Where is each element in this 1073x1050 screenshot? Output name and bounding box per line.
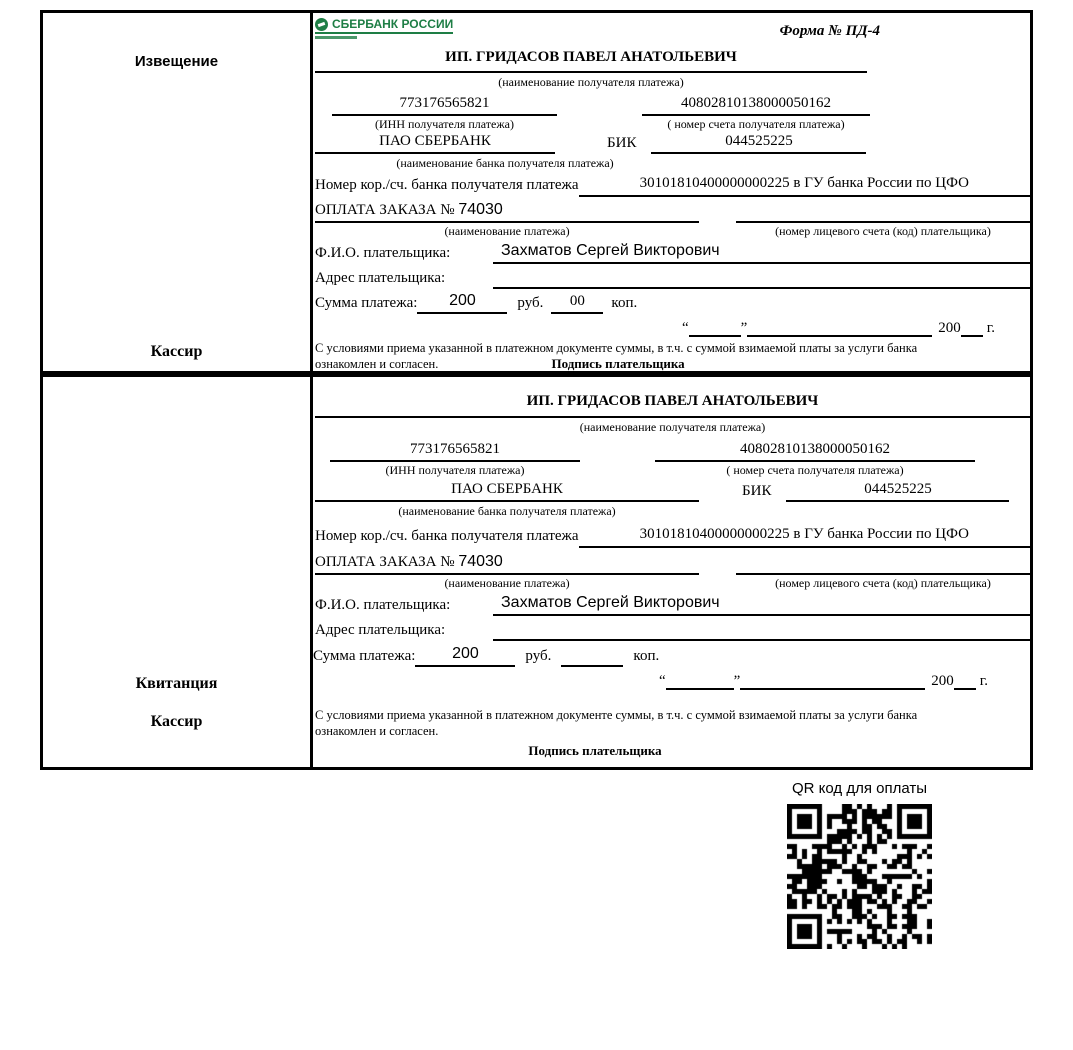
personal-account-caption: (номер лицевого счета (код) плательщика) [775,224,991,238]
date-year-prefix: 200 [938,320,961,336]
receipt-section [43,377,1030,767]
bank-name: ПАО СБЕРБАНК [315,133,555,154]
cashier-label: Кассир [150,343,203,360]
kop-label: коп. [633,648,660,664]
amount-label: Сумма платежа: [313,648,416,664]
payment-caption: (наименование платежа) [444,576,570,590]
sberbank-mark-icon [315,18,328,31]
kop-label: коп. [611,295,638,311]
qr-section [782,780,937,949]
qr-code [787,804,932,949]
payer-label: Ф.И.О. плательщика: [315,245,451,261]
corr-account-label: Номер кор./сч. банка получателя платежа [315,177,579,193]
corr-account-label: Номер кор./сч. банка получателя платежа [315,528,579,544]
agreement-text [315,340,970,371]
corr-account-value: 30101810400000000225 в ГУ банка России по ЦФО [579,175,1030,197]
amount-rub-value: 200 [415,645,515,667]
cashier-label: Кассир [150,713,203,730]
signature-label: Подпись плательщика [528,742,662,758]
bik-value: 044525225 [786,481,1009,502]
date-quote-open: “ [658,673,666,689]
notice-label: Извещение [134,53,219,70]
address-blank-line [493,620,1030,641]
sberbank-tagline-bar [315,36,357,39]
date-quote-close: ” [740,320,748,336]
sberbank-logo [315,17,453,39]
address-blank-line [493,268,1030,289]
agreement-line2: ознакомлен и согласен. [315,724,439,739]
payee-caption: (наименование получателя платежа) [498,75,684,89]
payer-name-value: Захматов Сергей Викторович [493,242,1030,264]
agreement-line1: С условиями приема указанной в платежном документе суммы, в т.ч. с суммой взимаемой платы за услуги банка [315,708,918,722]
account-value: 40802810138000050162 [655,441,975,462]
corr-account-value: 30101810400000000225 в ГУ банка России по ЦФО [579,526,1030,548]
date-day-blank [689,316,741,337]
inn-caption: (ИНН получателя платежа) [375,117,514,131]
personal-account-caption: (номер лицевого счета (код) плательщика) [775,576,991,590]
account-caption: ( номер счета получателя платежа) [667,117,845,131]
date-quote-close: ” [733,673,741,689]
bank-name: ПАО СБЕРБАНК [315,481,699,502]
date-month-blank [747,316,932,337]
account-value: 40802810138000050162 [642,95,870,116]
bik-value: 044525225 [651,133,866,154]
amount-rub-value: 200 [417,292,507,314]
address-label: Адрес плательщика: [315,270,446,286]
payee-name: ИП. ГРИДАСОВ ПАВЕЛ АНАТОЛЬЕВИЧ [315,49,867,73]
payment-caption: (наименование платежа) [444,224,570,238]
notice-side-column [43,13,313,371]
receipt-side-column [43,377,313,767]
pd4-form-document [40,10,1033,770]
date-quote-open: “ [681,320,689,336]
personal-account-blank-line [736,553,1030,575]
address-label: Адрес плательщика: [315,622,446,638]
personal-account-blank-line [736,201,1030,223]
signature-label: Подпись плательщика [551,356,685,371]
agreement-line1: С условиями приема указанной в платежном документе суммы, в т.ч. с суммой взимаемой платы за услуги банка [315,341,918,355]
order-number: 74030 [458,201,503,218]
date-year-blank [961,316,983,337]
bik-label: БИК [607,135,637,151]
payer-label: Ф.И.О. плательщика: [315,597,451,613]
date-year-blank [954,669,976,690]
date-month-blank [740,669,925,690]
sberbank-logo-text: СБЕРБАНК РОССИИ [332,17,454,31]
payee-caption: (наименование получателя платежа) [579,420,766,434]
inn-caption: (ИНН получателя платежа) [385,463,525,477]
agreement-line2: ознакомлен и согласен. [315,357,439,371]
amount-label: Сумма платежа: [315,295,418,311]
payer-name-value: Захматов Сергей Викторович [493,594,1030,616]
payee-name: ИП. ГРИДАСОВ ПАВЕЛ АНАТОЛЬЕВИЧ [315,393,1030,418]
bik-label: БИК [742,483,772,499]
inn-value: 773176565821 [330,441,580,462]
form-number: Форма № ПД-4 [779,23,880,39]
payment-name-label: ОПЛАТА ЗАКАЗА № [315,202,455,218]
bank-caption: (наименование банка получателя платежа) [396,156,614,170]
order-number: 74030 [458,553,503,570]
notice-section [43,13,1030,377]
inn-value: 773176565821 [332,95,557,116]
receipt-form-area [313,377,1030,767]
date-year-suffix: г. [986,320,995,336]
date-day-blank [666,669,734,690]
rub-label: руб. [525,648,552,664]
date-year-prefix: 200 [931,673,954,689]
account-caption: ( номер счета получателя платежа) [726,463,904,477]
rub-label: руб. [517,295,544,311]
amount-kop-value: 00 [551,293,603,314]
receipt-label: Квитанция [135,675,218,692]
bank-caption: (наименование банка получателя платежа) [398,504,616,518]
agreement-text [315,707,970,740]
date-year-suffix: г. [979,673,988,689]
payment-name-label: ОПЛАТА ЗАКАЗА № [315,554,455,570]
qr-label: QR код для оплаты [791,780,927,797]
notice-form-area [313,13,1030,371]
amount-kop-value [561,644,623,667]
